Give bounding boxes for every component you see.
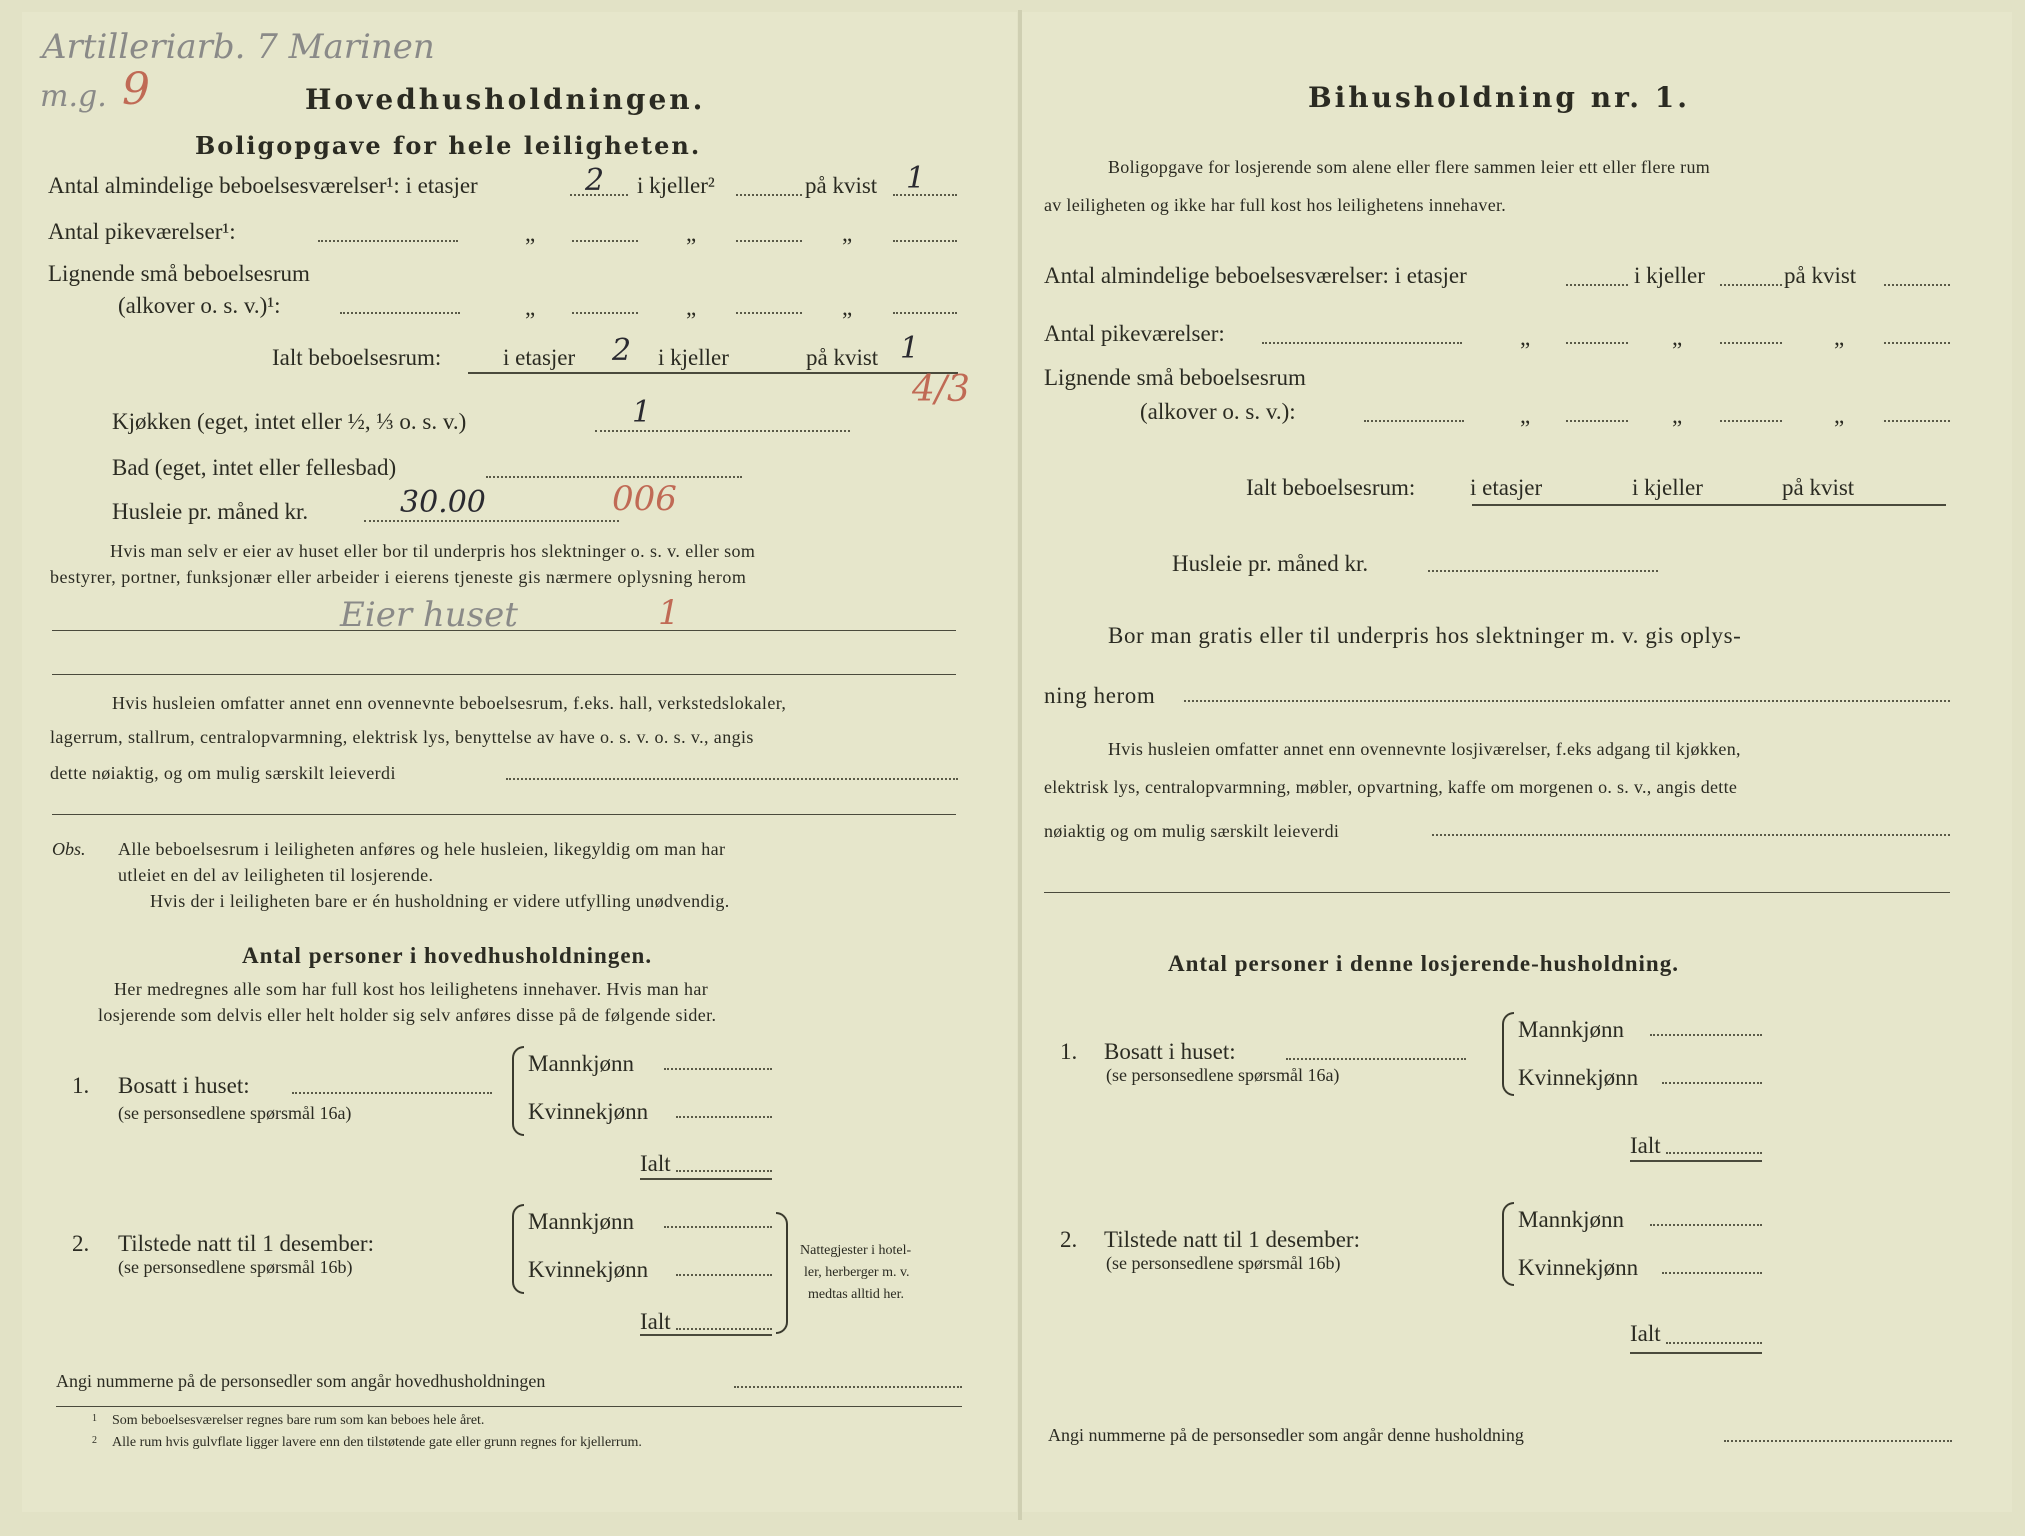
left-page-title: Hovedhusholdningen. (305, 83, 706, 116)
right-ialt-kjeller: i kjeller (1632, 475, 1703, 500)
right-q2-ialt-field (1666, 1342, 1762, 1344)
right-q2-kvinne-field (1662, 1272, 1762, 1274)
handwritten-etasjer: 2 (585, 163, 605, 198)
right-q2-mann-label: Mannkjønn (1518, 1207, 1625, 1232)
right-q1-ialt-field (1666, 1152, 1762, 1154)
husleie-text-2: lagerrum, stallrum, centralopvarmning, elektrisk lys, benyttelse av have o. s. v. o. s. v., angis (50, 727, 754, 747)
right-etasjer-field (1566, 284, 1628, 286)
right-q1-number: 1. (1060, 1039, 1078, 1064)
right-q1-ialt-label: Ialt (1630, 1133, 1661, 1158)
ditto-mark: „ (1834, 403, 1845, 428)
q2-right-brace (776, 1212, 788, 1334)
q2-ialt-underline (640, 1334, 772, 1336)
ditto-mark: „ (842, 295, 853, 320)
kjokken-field-line (595, 430, 850, 432)
q2-number: 2. (72, 1231, 90, 1256)
right-lign-label-1: Lignende små beboelsesrum (1044, 365, 1306, 390)
right-leieverdi-field (1432, 834, 1950, 836)
right-q2-ialt-underline (1630, 1352, 1762, 1354)
lign-kvist-line (893, 312, 957, 314)
q2-sub: (se personsedlene spørsmål 16b) (118, 1257, 353, 1277)
handwritten-number-red: 9 (122, 64, 150, 115)
angi-left: Angi nummerne på de personsedler som angår hovedhusholdningen (56, 1371, 546, 1391)
right-q1-ialt-underline (1630, 1160, 1762, 1162)
q1-mann-label: Mannkjønn (528, 1051, 635, 1076)
handwritten-eier-mark: 1 (658, 593, 680, 633)
left-page-subtitle: Boligopgave for hele leiligheten. (195, 131, 702, 160)
handwritten-kjokken: 1 (632, 395, 652, 430)
pike-leader (318, 240, 458, 242)
page-fold (1018, 10, 1022, 1520)
natt-note-1: Nattegjester i hotel- (800, 1243, 912, 1258)
lign-label-2: (alkover o. s. v.)¹: (118, 293, 281, 318)
personer-title: Antal personer i hovedhusholdningen. (242, 943, 653, 968)
handwritten-ialt-kvist: 1 (900, 331, 920, 366)
leieverdi-answer-line (52, 814, 956, 815)
kjokken-label: Kjøkken (eget, intet eller ½, ⅓ o. s. v.) (112, 409, 467, 434)
personer-text-2: losjerende som delvis eller helt holder sig selv anføres disse på de følgende sider. (98, 1005, 717, 1025)
right-q1-label: Bosatt i huset: (1104, 1039, 1236, 1064)
right-q1-mann-field (1650, 1034, 1762, 1036)
handwritten-husleie-red: 006 (612, 479, 677, 519)
right-husleie-label: Husleie pr. måned kr. (1172, 551, 1369, 576)
footnote-1: Som beboelsesværelser regnes bare rum som kan beboes hele året. (112, 1413, 485, 1428)
husleie-label: Husleie pr. måned kr. (112, 499, 309, 524)
right-kjeller-field (1720, 284, 1782, 286)
lign-kjeller-line (736, 312, 802, 314)
personer-text-1: Her medregnes alle som har full kost hos leilighetens innehaver. Hvis man har (114, 979, 709, 999)
lign-label-1: Lignende små beboelsesrum (48, 261, 310, 286)
right-gratis-2: ning herom (1044, 683, 1156, 708)
ditto-mark: „ (525, 221, 536, 246)
right-q1-leader (1286, 1058, 1466, 1060)
right-q1-kvinne-field (1662, 1082, 1762, 1084)
natt-note-2: ler, herberger m. v. (804, 1265, 910, 1280)
bad-field-line (486, 476, 742, 478)
q2-ialt-label: Ialt (640, 1309, 671, 1334)
pike-kvist-line (893, 240, 957, 242)
q1-label: Bosatt i huset: (118, 1073, 250, 1098)
angi-left-field (734, 1386, 962, 1388)
ditto-mark: „ (1834, 325, 1845, 350)
right-lign-label-2: (alkover o. s. v.): (1140, 399, 1296, 424)
right-pike-etasjer-line (1566, 342, 1628, 344)
kvist-field-line (893, 194, 957, 196)
ialt-kjeller-label: i kjeller (658, 345, 729, 370)
right-q2-brace (1502, 1202, 1514, 1286)
ialt-kvist-label: på kvist (806, 345, 879, 370)
handwritten-note-address: Artilleriarb. 7 Marinen (42, 27, 435, 67)
angi-right-field (1724, 1440, 1952, 1442)
q1-leader (292, 1092, 492, 1094)
ditto-mark: „ (842, 221, 853, 246)
lign-leader (340, 312, 460, 314)
handwritten-husleie: 30.00 (400, 485, 486, 520)
right-q2-ialt-label: Ialt (1630, 1321, 1661, 1346)
q1-ialt-underline (640, 1178, 772, 1180)
right-husleie-text-3: nøiaktig og om mulig særskilt leieverdi (1044, 821, 1340, 841)
obs-text-3: Hvis der i leiligheten bare er én husholdning er videre utfylling unødvendig. (150, 891, 730, 911)
rooms-kvist-label: på kvist (805, 173, 878, 198)
handwritten-kvist: 1 (906, 161, 926, 196)
q1-kvinne-label: Kvinnekjønn (528, 1099, 649, 1124)
right-intro-2: av leiligheten og ikke har full kost hos leilighetens innehaver. (1044, 195, 1507, 215)
right-husleie-text-2: elektrisk lys, centralopvarmning, møbler, opvartning, kaffe om morgenen o. s. v., angis dette (1044, 777, 1738, 797)
kjeller-field-line (736, 194, 802, 196)
right-pike-kjeller-line (1720, 342, 1782, 344)
ialt-label: Ialt beboelsesrum: (272, 345, 442, 370)
eier-answer-line-2 (52, 674, 956, 675)
right-gratis-field (1184, 700, 1950, 702)
q2-ialt-field (676, 1328, 772, 1330)
right-intro-1: Boligopgave for losjerende som alene eller flere sammen leier ett eller flere rum (1108, 157, 1711, 177)
pike-label: Antal pikeværelser¹: (48, 219, 236, 244)
right-q2-number: 2. (1060, 1227, 1078, 1252)
q2-label: Tilstede natt til 1 desember: (118, 1231, 374, 1256)
right-q2-label: Tilstede natt til 1 desember: (1104, 1227, 1360, 1252)
right-page (1022, 12, 2012, 1512)
right-lign-kjeller-line (1720, 420, 1782, 422)
handwritten-margin-red: 4/3 (912, 369, 970, 410)
right-ialt-underline (1472, 504, 1946, 506)
lign-etasjer-line (572, 312, 638, 314)
ialt-etasjer-label: i etasjer (503, 345, 576, 370)
right-lign-etasjer-line (1566, 420, 1628, 422)
husleie-field-line (364, 520, 619, 522)
ditto-mark: „ (1520, 325, 1531, 350)
q1-mann-field (664, 1068, 772, 1070)
right-personer-title: Antal personer i denne losjerende-husholdning. (1168, 951, 1679, 976)
right-ialt-kvist: på kvist (1782, 475, 1855, 500)
right-husleie-text-1: Hvis husleien omfatter annet enn ovennevnte losjiværelser, f.eks adgang til kjøkken, (1108, 739, 1741, 759)
footnote-2: Alle rum hvis gulvflate ligger lavere enn den tilstøtende gate eller grunn regnes for kjellerrum. (112, 1435, 642, 1450)
ialt-underline (468, 372, 958, 374)
ditto-mark: „ (1672, 325, 1683, 350)
q1-sub: (se personsedlene spørsmål 16a) (118, 1103, 352, 1123)
q2-mann-label: Mannkjønn (528, 1209, 635, 1234)
footnote-1-number: 1 (92, 1413, 97, 1424)
natt-note-3: medtas alltid her. (808, 1287, 905, 1302)
rooms-kjeller-label: i kjeller² (637, 173, 715, 198)
footnote-separator (56, 1406, 962, 1407)
handwritten-ialt-etasjer: 2 (612, 333, 632, 368)
handwritten-eier-huset: Eier huset (340, 595, 518, 635)
right-q1-mann-label: Mannkjønn (1518, 1017, 1625, 1042)
obs-text-2: utleiet en del av leiligheten til losjerende. (118, 865, 434, 885)
q1-ialt-field (676, 1170, 772, 1172)
right-page-title: Bihusholdning nr. 1. (1308, 81, 1690, 114)
right-rooms-kjeller: i kjeller (1634, 263, 1705, 288)
footnote-2-number: 2 (92, 1435, 97, 1446)
eier-text-2: bestyrer, portner, funksjonær eller arbeider i eierens tjeneste gis nærmere oplysning herom (50, 567, 747, 587)
right-ialt-etasjer: i etasjer (1470, 475, 1543, 500)
q1-kvinne-field (676, 1116, 772, 1118)
q1-brace (512, 1046, 524, 1136)
right-pike-kvist-line (1884, 342, 1950, 344)
right-q1-sub: (se personsedlene spørsmål 16a) (1106, 1065, 1340, 1085)
right-pike-label: Antal pikeværelser: (1044, 321, 1225, 346)
husleie-text-3: dette nøiaktig, og om mulig særskilt leieverdi (50, 763, 396, 783)
handwritten-note-mg: m.g. (40, 79, 107, 114)
right-rooms-label: Antal almindelige beboelsesværelser: i etasjer (1044, 263, 1467, 288)
q2-kvinne-label: Kvinnekjønn (528, 1257, 649, 1282)
q2-mann-field (664, 1226, 772, 1228)
right-leieverdi-answer-line (1044, 892, 1950, 893)
right-kvist-field (1884, 284, 1950, 286)
right-gratis-1: Bor man gratis eller til underpris hos slektninger m. v. gis oplys- (1108, 623, 1742, 648)
q1-number: 1. (72, 1073, 90, 1098)
right-pike-leader (1262, 342, 1462, 344)
rooms-label: Antal almindelige beboelsesværelser¹: i etasjer (48, 173, 478, 198)
right-rooms-kvist: på kvist (1784, 263, 1857, 288)
q2-kvinne-field (676, 1274, 772, 1276)
obs-label: Obs. (52, 839, 86, 859)
ditto-mark: „ (686, 221, 697, 246)
q2-brace (512, 1204, 524, 1294)
right-lign-leader (1364, 420, 1464, 422)
leieverdi-field-line (506, 778, 958, 780)
ditto-mark: „ (1672, 403, 1683, 428)
right-q2-kvinne-label: Kvinnekjønn (1518, 1255, 1639, 1280)
right-q2-mann-field (1650, 1224, 1762, 1226)
angi-right: Angi nummerne på de personsedler som angår denne husholdning (1048, 1425, 1524, 1445)
bad-label: Bad (eget, intet eller fellesbad) (112, 455, 397, 480)
right-q1-kvinne-label: Kvinnekjønn (1518, 1065, 1639, 1090)
right-husleie-field (1428, 570, 1658, 572)
pike-etasjer-line (572, 240, 638, 242)
eier-answer-line-1 (52, 630, 956, 631)
eier-text-1: Hvis man selv er eier av huset eller bor til underpris hos slektninger o. s. v. eller som (110, 541, 756, 561)
ditto-mark: „ (686, 295, 697, 320)
q1-ialt-label: Ialt (640, 1151, 671, 1176)
obs-text-1: Alle beboelsesrum i leiligheten anføres og hele husleien, likegyldig om man har (118, 839, 726, 859)
ditto-mark: „ (1520, 403, 1531, 428)
right-lign-kvist-line (1884, 420, 1950, 422)
ditto-mark: „ (525, 295, 536, 320)
pike-kjeller-line (736, 240, 802, 242)
right-q2-sub: (se personsedlene spørsmål 16b) (1106, 1253, 1341, 1273)
husleie-text-1: Hvis husleien omfatter annet enn ovennevnte beboelsesrum, f.eks. hall, verkstedslokaler, (112, 693, 787, 713)
right-ialt-label: Ialt beboelsesrum: (1246, 475, 1416, 500)
right-q1-brace (1502, 1012, 1514, 1096)
